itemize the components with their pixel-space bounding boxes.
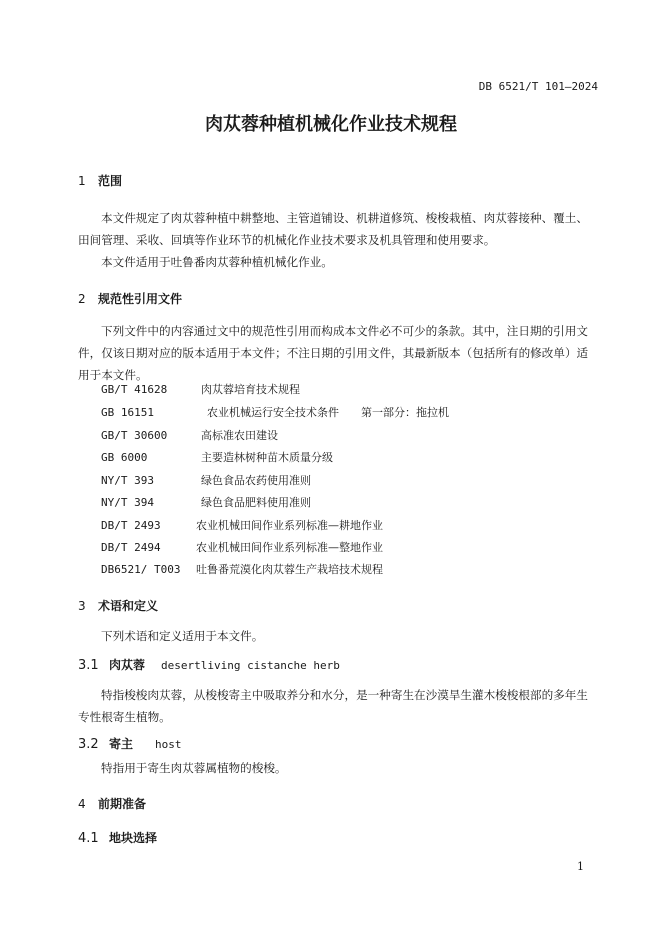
reference-code: GB/T 30600 — [101, 429, 168, 442]
term-english: desertliving cistanche herb — [161, 659, 340, 672]
reference-code: DB6521/ T003 — [101, 563, 181, 576]
reference-code: DB/T 2494 — [101, 541, 161, 554]
reference-name: 农业机械田间作业系列标准—耕地作业 — [196, 519, 383, 532]
reference-code: GB 6000 — [101, 451, 148, 464]
reference-name: 农业机械田间作业系列标准—整地作业 — [196, 541, 383, 554]
section-2-heading — [78, 290, 182, 307]
subsection-4-1-heading — [78, 829, 157, 846]
section-title: 前期准备 — [98, 797, 147, 811]
reference-code: GB/T 41628 — [101, 383, 168, 396]
reference-item — [101, 539, 383, 555]
document-title: 肉苁蓉种植机械化作业技术规程 — [205, 114, 457, 135]
section-title: 规范性引用文件 — [98, 292, 183, 306]
reference-name: 吐鲁番荒漠化肉苁蓉生产栽培技术规程 — [196, 563, 383, 576]
term-3-2-definition: 特指用于寄生肉苁蓉属植物的梭梭。 — [101, 761, 287, 775]
reference-name: 绿色食品肥料使用准则 — [201, 496, 311, 509]
section-title: 范围 — [98, 174, 123, 188]
term-3-1-definition: 特指梭梭肉苁蓉，从梭梭寄主中吸取养分和水分，是一种寄生在沙漠旱生灌木梭梭根部的多年生专性根寄生植物。 — [78, 688, 588, 724]
term-english: host — [155, 738, 182, 751]
reference-item — [101, 517, 383, 533]
reference-item — [101, 449, 333, 465]
term-number: 3.1 — [78, 658, 99, 673]
subsection-title: 地块选择 — [109, 831, 158, 845]
reference-name: 高标准农田建设 — [201, 429, 278, 442]
reference-item — [101, 561, 383, 577]
term-3-1-heading — [78, 656, 340, 673]
term-number: 3.2 — [78, 737, 99, 752]
references-intro-paragraph: 下列文件中的内容通过文中的规范性引用而构成本文件必不可少的条款。其中，注日期的引用文件，仅该日期对应的版本适用于本文件；不注日期的引用文件，其最新版本（包括所有的修改单）适用于本文件。 — [78, 324, 589, 382]
reference-item — [101, 494, 311, 510]
section-number: 3 — [78, 599, 86, 613]
scope-paragraph-2: 本文件适用于吐鲁番肉苁蓉种植机械化作业。 — [101, 255, 333, 269]
reference-name: 主要造林树种苗木质量分级 — [201, 451, 333, 464]
section-number: 2 — [78, 292, 86, 306]
reference-name: 肉苁蓉培育技术规程 — [201, 383, 300, 396]
section-1-heading — [78, 172, 122, 189]
section-3-heading — [78, 597, 158, 614]
section-title: 术语和定义 — [98, 599, 159, 613]
term-3-2-heading — [78, 735, 182, 752]
reference-item — [101, 381, 300, 397]
term-name: 肉苁蓉 — [109, 658, 146, 672]
terms-intro-paragraph: 下列术语和定义适用于本文件。 — [101, 629, 264, 643]
reference-item — [101, 472, 311, 488]
scope-paragraph-1: 本文件规定了肉苁蓉种植中耕整地、主管道铺设、机耕道修筑、梭梭栽植、肉苁蓉接种、覆土、田间管理、采收、回填等作业环节的机械化作业技术要求及机具管理和使用要求。 — [78, 211, 588, 247]
reference-item — [101, 427, 278, 443]
subsection-number: 4.1 — [78, 831, 99, 846]
section-number: 4 — [78, 797, 86, 811]
section-number: 1 — [78, 174, 86, 188]
standard-number: DB 6521/T 101—2024 — [478, 80, 598, 93]
term-name: 寄主 — [109, 737, 134, 751]
reference-code: DB/T 2493 — [101, 519, 161, 532]
reference-name: 绿色食品农药使用准则 — [201, 474, 311, 487]
reference-code: GB 16151 — [101, 406, 154, 419]
reference-code: NY/T 393 — [101, 474, 154, 487]
reference-name: 农业机械运行安全技术条件 第一部分：拖拉机 — [207, 406, 449, 419]
page-number: 1 — [577, 860, 584, 873]
reference-item — [101, 404, 449, 420]
reference-code: NY/T 394 — [101, 496, 154, 509]
section-4-heading — [78, 795, 146, 812]
